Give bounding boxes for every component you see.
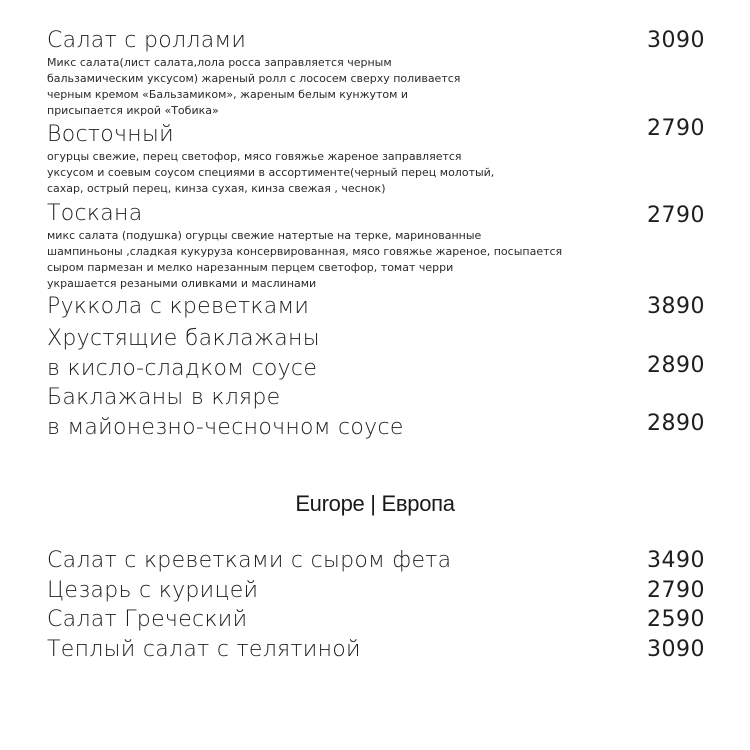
description-line: микс салата (подушка) огурцы свежие натертые на терке, маринованные bbox=[47, 229, 482, 242]
item-price: 3890 bbox=[647, 294, 705, 319]
item-name-line: Восточный bbox=[47, 122, 174, 147]
item-name bbox=[47, 324, 709, 384]
item-price: 2790 bbox=[647, 578, 705, 603]
item-price: 3490 bbox=[647, 548, 705, 573]
description-line: шампиньоны ,сладкая кукуруза консервированная, мясо говяжье жареное, посыпается bbox=[47, 245, 563, 258]
item-name-line: Хрустящие баклажаны bbox=[47, 326, 320, 351]
item-name bbox=[47, 606, 709, 634]
menu-item bbox=[47, 636, 709, 664]
item-name bbox=[47, 636, 709, 664]
item-price: 2790 bbox=[647, 203, 705, 228]
description-line: сыром пармезан и мелко нарезанным перцем светофор, томат черри bbox=[47, 261, 454, 274]
item-name bbox=[47, 27, 709, 55]
item-name bbox=[47, 547, 709, 575]
item-description bbox=[47, 228, 709, 292]
menu-item bbox=[47, 606, 709, 634]
description-line: огурцы свежие, перец светофор, мясо говяжье жареное заправляется bbox=[47, 150, 462, 163]
menu-item bbox=[47, 200, 709, 292]
item-name-line: Салат с роллами bbox=[47, 28, 247, 53]
description-line: Микс салата(лист салата,лола росса заправляется черным bbox=[47, 56, 392, 69]
section-title: Europe | Европа bbox=[295, 491, 455, 516]
menu-item bbox=[47, 577, 709, 605]
item-name bbox=[47, 577, 709, 605]
item-price: 2890 bbox=[647, 353, 705, 378]
description-line: бальзамическим уксусом) жареный ролл с лососем сверху поливается bbox=[47, 72, 461, 85]
description-line: черным кремом «Бальзамиком», жареным белым кунжутом и bbox=[47, 88, 409, 101]
item-price: 2590 bbox=[647, 607, 705, 632]
item-name-line: Салат Греческий bbox=[47, 607, 248, 632]
menu-item bbox=[47, 383, 709, 443]
item-name-line: Тоскана bbox=[47, 201, 143, 226]
item-name-line: Теплый салат с телятиной bbox=[47, 637, 361, 662]
menu-item bbox=[47, 547, 709, 575]
description-line: уксусом и соевым соусом специями в ассортименте(черный перец молотый, bbox=[47, 166, 495, 179]
item-description bbox=[47, 55, 709, 119]
item-name-line: Баклажаны в кляре bbox=[47, 385, 281, 410]
item-name bbox=[47, 121, 709, 149]
item-name-line: в кисло-сладком соусе bbox=[47, 356, 318, 381]
description-line: украшается резаными оливками и маслинами bbox=[47, 277, 317, 290]
item-price: 3090 bbox=[647, 637, 705, 662]
menu-item bbox=[47, 324, 709, 384]
item-price: 2890 bbox=[647, 411, 705, 436]
item-price: 3090 bbox=[647, 28, 705, 53]
item-price: 2790 bbox=[647, 116, 705, 141]
menu-item bbox=[47, 27, 709, 119]
description-line: присыпается икрой «Тобика» bbox=[47, 104, 219, 117]
item-name-line: Цезарь с курицей bbox=[47, 578, 259, 603]
item-name bbox=[47, 293, 709, 321]
item-name bbox=[47, 200, 709, 228]
menu-item bbox=[47, 293, 709, 321]
item-name bbox=[47, 383, 709, 443]
item-description bbox=[47, 149, 709, 197]
description-line: сахар, острый перец, кинза сухая, кинза свежая , чеснок) bbox=[47, 182, 386, 195]
item-name-line: Салат с креветками с сыром фета bbox=[47, 548, 452, 573]
item-name-line: в майонезно-чесночном соусе bbox=[47, 415, 404, 440]
menu-item bbox=[47, 116, 709, 197]
item-name-line: Руккола с креветками bbox=[47, 294, 310, 319]
